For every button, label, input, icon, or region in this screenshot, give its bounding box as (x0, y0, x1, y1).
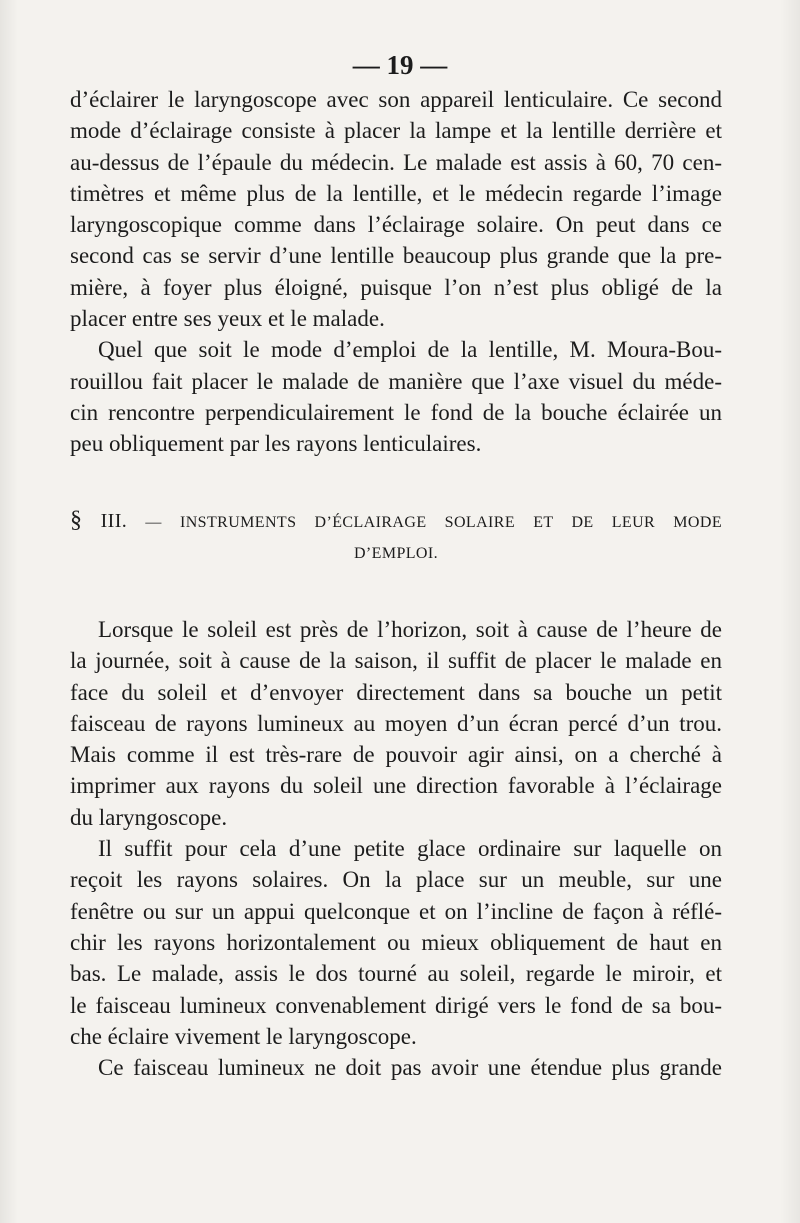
paragraph-line: chir les rayons horizontalement ou mieux obliquement de haut en (70, 929, 722, 955)
text-block-bottom (70, 614, 722, 1083)
paragraph-line: reçoit les rayons solaires. On la place sur un meuble, sur une (70, 867, 722, 893)
section-heading-line-2: D’EMPLOI. (353, 545, 439, 562)
paragraph-line: la journée, soit à cause de la saison, il suffit de placer le malade en (70, 648, 722, 674)
paragraph-line: imprimer aux rayons du soleil une direction favorable à l’éclairage (70, 773, 722, 799)
paragraph-line: faisceau de rayons lumineux au moyen d’un écran percé d’un trou. (70, 710, 722, 736)
paragraph-line: fenêtre ou sur un appui quelconque et on l’incline de façon à réflé- (70, 898, 722, 924)
section-heading-line-1 (70, 508, 722, 532)
paragraph-line: Lorsque le soleil est près de l’horizon, soit à cause de l’heure de (98, 617, 722, 642)
paragraph-line: cin rencontre perpendiculairement le fond de la bouche éclairée un (70, 399, 722, 425)
paragraph-line: Ce faisceau lumineux ne doit pas avoir une étendue plus grande (98, 1055, 722, 1081)
paragraph-line: Il suffit pour cela d’une petite glace ordinaire sur laquelle on (98, 836, 722, 862)
section-dash: — (145, 514, 162, 531)
section-number: III. (100, 510, 128, 532)
paragraph-line: bas. Le malade, assis le dos tourné au soleil, regarde le miroir, et (70, 961, 722, 987)
paragraph-line: placer entre ses yeux et le malade. (70, 306, 385, 332)
paragraph-line: laryngoscopique comme dans l’éclairage solaire. On peut dans ce (70, 212, 722, 238)
paragraph-line: mode d’éclairage consiste à placer la lampe et la lentille derrière et (70, 118, 722, 144)
paragraph-line: au-dessus de l’épaule du médecin. Le malade est assis à 60, 70 cen- (70, 149, 722, 175)
paragraph-line: le faisceau lumineux convenablement dirigé vers le fond de sa bou- (70, 992, 722, 1018)
text-block-top (70, 84, 722, 460)
section-symbol: § (70, 507, 83, 533)
paragraph-2 (70, 334, 722, 459)
paragraph-4 (70, 833, 722, 1052)
section-title: INSTRUMENTS D’ÉCLAIRAGE SOLAIRE ET DE LEUR MODE (179, 514, 723, 531)
paragraph-line: che éclaire vivement le laryngoscope. (70, 1023, 417, 1049)
page-number: — 19 — (352, 50, 448, 80)
paragraph-5 (70, 1052, 722, 1083)
paragraph-line: peu obliquement par les rayons lenticulaires. (70, 431, 482, 457)
paragraph-line: face du soleil et d’envoyer directement dans sa bouche un petit (70, 679, 722, 705)
section-heading (70, 508, 722, 566)
paragraph-line: rouillou fait placer le malade de manière que l’axe visuel du méde- (70, 368, 722, 394)
paragraph-line: mière, à foyer plus éloigné, puisque l’on n’est plus obligé de la (70, 274, 722, 300)
paragraph-line: second cas se servir d’une lentille beaucoup plus grande que la pre- (70, 243, 722, 269)
paragraph-line: Mais comme il est très-rare de pouvoir agir ainsi, on a cherché à (70, 742, 722, 768)
paragraph-line: du laryngoscope. (70, 804, 228, 830)
paragraph-line: Quel que soit le mode d’emploi de la lentille, M. Moura-Bou- (98, 337, 722, 363)
paragraph-1 (70, 84, 722, 334)
paragraph-line: timètres et même plus de la lentille, et le médecin regarde l’image (70, 180, 722, 206)
paragraph-3 (70, 614, 722, 833)
paragraph-line: d’éclairer le laryngoscope avec son appareil lenticulaire. Ce second (70, 87, 722, 112)
